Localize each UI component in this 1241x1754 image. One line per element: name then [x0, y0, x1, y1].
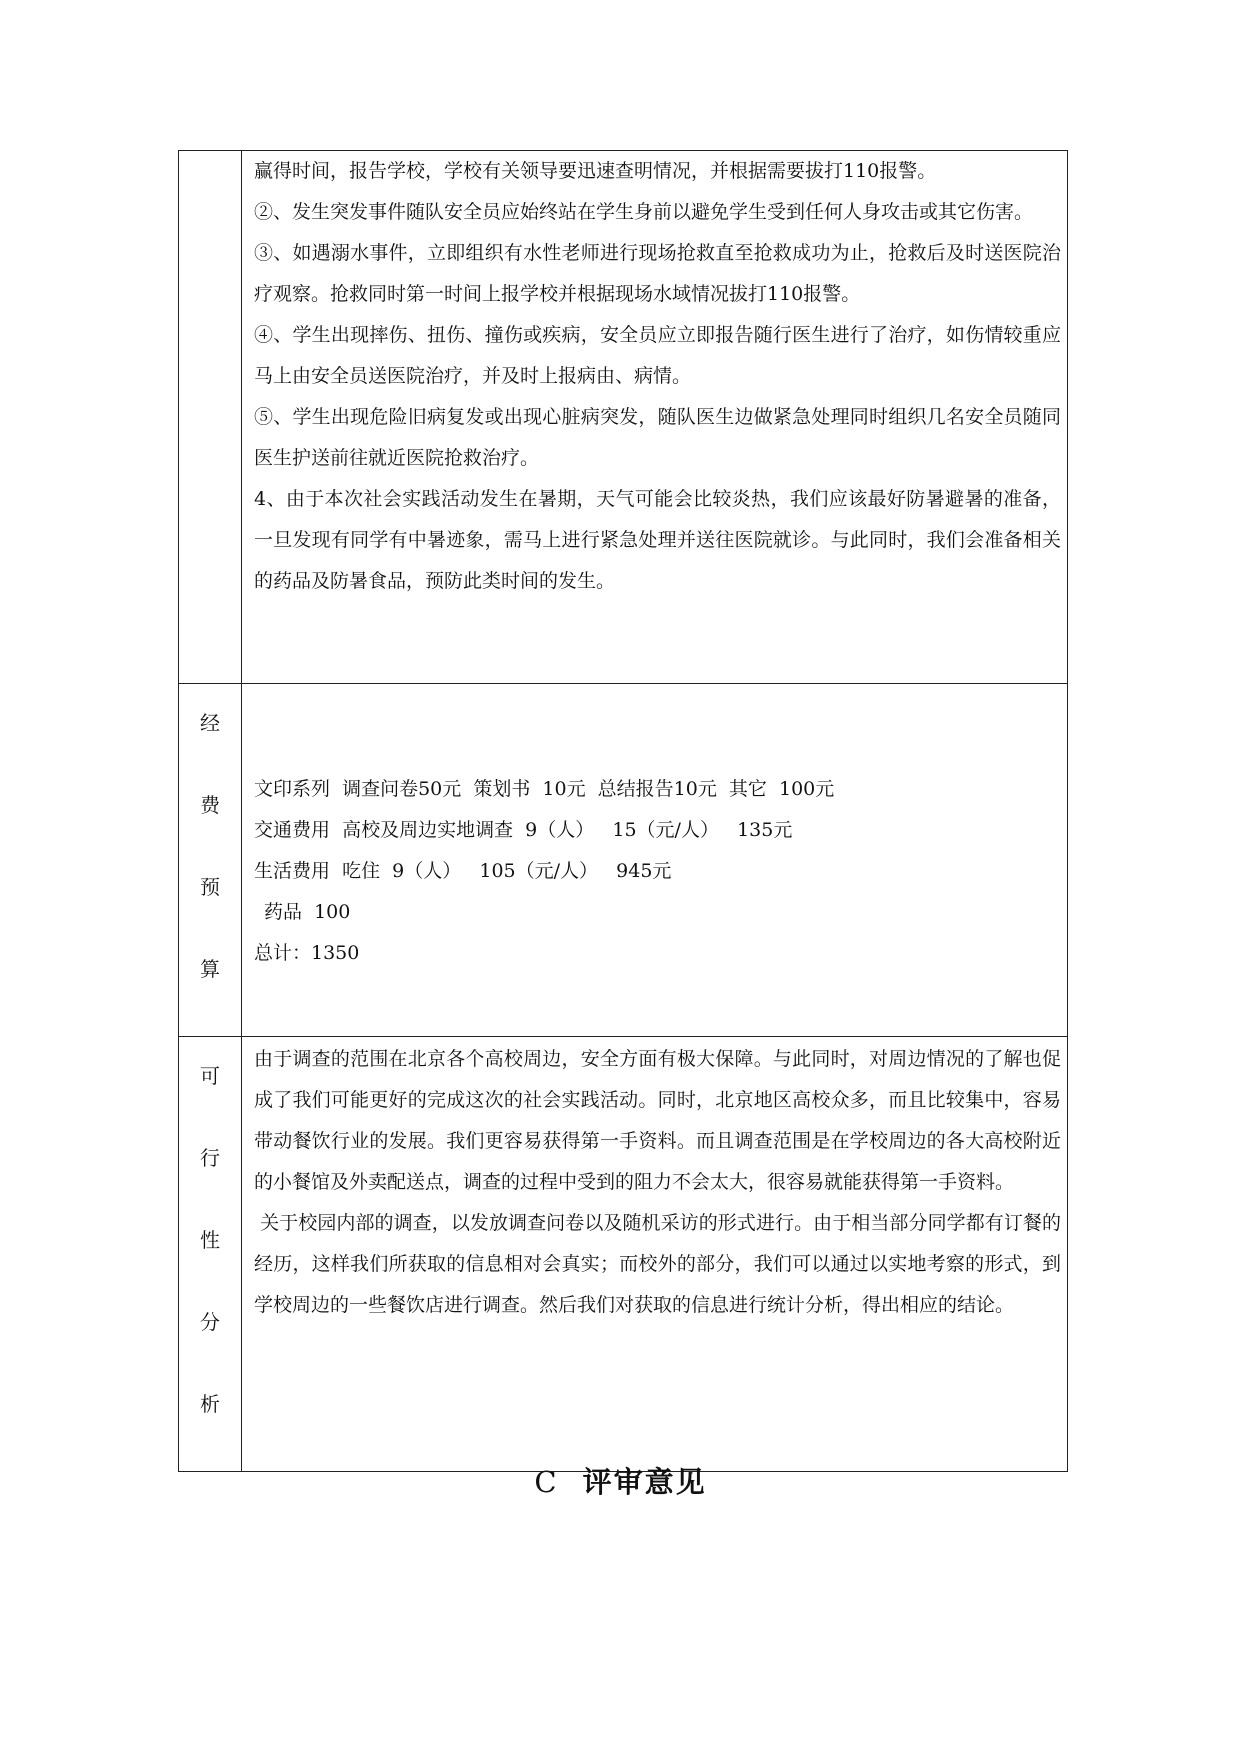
section-heading [0, 1460, 1241, 1501]
plan-paragraph: 4、由于本次社会实践活动发生在暑期，天气可能会比较炎热，我们应该最好防暑避暑的准备，一旦发现有同学有中暑迹象，需马上进行紧急处理并送往医院就诊。与此同时，我们会准备相关的药品及防暑食品，预防此类时间的发生。 [254, 488, 1061, 592]
plan-paragraph: ④、学生出现摔伤、扭伤、撞伤或疾病，安全员应立即报告随行医生进行了治疗，如伤情较重应马上由安全员送医院治疗，并及时上报病由、病情。 [254, 324, 1061, 387]
feasibility-label-char: 分 [200, 1310, 220, 1334]
feasibility-paragraph: 关于校园内部的调查，以发放调查问卷以及随机采访的形式进行。由于相当部分同学都有订餐的经历，这样我们所获取的信息相对会真实；而校外的部分，我们可以通过以实地考察的形式，到学校周边的一些餐饮店进行调查。然后我们对获取的信息进行统计分析，得出相应的结论。 [254, 1212, 1061, 1316]
plan-paragraph: ②、发生突发事件随队安全员应始终站在学生身前以避免学生受到任何人身攻击或其它伤害。 [254, 201, 1034, 223]
feasibility-row [179, 1037, 1068, 1472]
budget-row [179, 684, 1068, 1037]
feasibility-content-cell [242, 1037, 1068, 1472]
feasibility-label-cell [179, 1037, 242, 1472]
budget-label-char: 算 [200, 957, 220, 981]
plan-paragraph: ③、如遇溺水事件，立即组织有水性老师进行现场抢救直至抢救成功为止，抢救后及时送医院治疗观察。抢救同时第一时间上报学校并根据现场水域情况拔打110报警。 [254, 242, 1061, 305]
safety-plan-label-cell [179, 151, 242, 684]
plan-paragraph: ⑤、学生出现危险旧病复发或出现心脏病突发，随队医生边做紧急处理同时组织几名安全员随同医生护送前往就近医院抢救治疗。 [254, 406, 1061, 469]
safety-plan-row [179, 151, 1068, 684]
feasibility-label-char: 性 [200, 1228, 220, 1252]
budget-line-total: 总计：1350 [254, 942, 360, 964]
feasibility-vertical-label [179, 1037, 241, 1471]
section-title-text: 评审意见 [582, 1465, 707, 1499]
budget-label-char: 费 [200, 793, 220, 817]
budget-label-char: 经 [200, 711, 220, 735]
feasibility-label-char: 可 [200, 1064, 220, 1088]
budget-line-living: 生活费用 吃住 9（人） 105（元/人） 945元 [254, 860, 672, 882]
plan-table [178, 150, 1068, 1472]
safety-plan-content-cell [242, 151, 1068, 684]
budget-label-char: 预 [200, 875, 220, 899]
feasibility-label-char: 行 [200, 1146, 220, 1170]
budget-label-cell [179, 684, 242, 1037]
section-letter: C [534, 1465, 559, 1499]
budget-line-medicine: 药品 100 [264, 901, 351, 923]
plan-paragraph: 赢得时间，报告学校，学校有关领导要迅速查明情况，并根据需要拔打110报警。 [254, 160, 937, 182]
feasibility-label-char: 析 [200, 1392, 220, 1416]
budget-content-cell [242, 684, 1068, 1037]
budget-line-transport: 交通费用 高校及周边实地调查 9（人） 15（元/人） 135元 [254, 819, 793, 841]
feasibility-paragraph: 由于调查的范围在北京各个高校周边，安全方面有极大保障。与此同时，对周边情况的了解也促成了我们可能更好的完成这次的社会实践活动。同时，北京地区高校众多，而且比较集中，容易带动餐饮行业的发展。我们更容易获得第一手资料。而且调查范围是在学校周边的各大高校附近的小餐馆及外卖配送点，调查的过程中受到的阻力不会太大，很容易就能获得第一手资料。 [254, 1048, 1061, 1193]
budget-line-printing: 文印系列 调查问卷50元 策划书 10元 总结报告10元 其它 100元 [254, 778, 835, 800]
budget-vertical-label [179, 684, 241, 1036]
